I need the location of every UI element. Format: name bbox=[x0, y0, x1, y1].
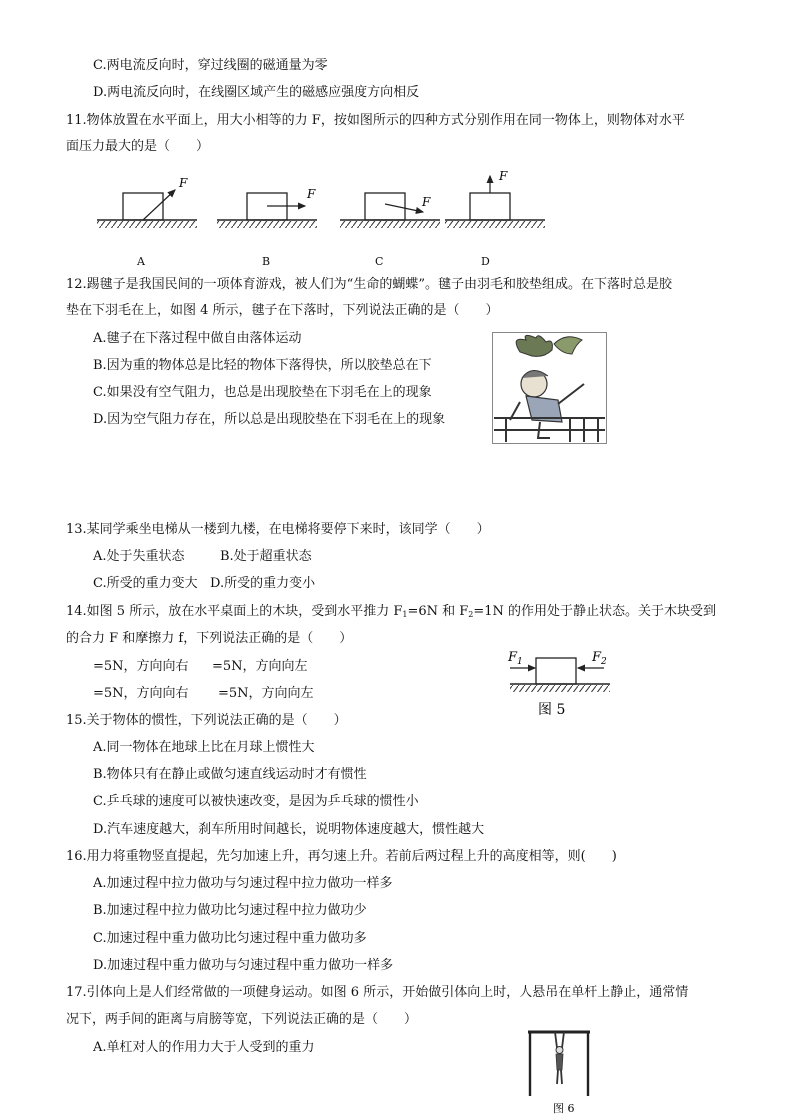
q14-sub2: 2 bbox=[468, 610, 474, 619]
fig6-caption: 图 6 bbox=[553, 1102, 575, 1115]
q17-stem-line1: 17.引体向上是人们经常做的一项健身运动。如图 6 所示，开始做引体向上时，人悬吊在单杆上静止，通常情 bbox=[66, 985, 689, 1000]
q12-option-d: D.因为空气阻力存在，所以总是出现胶垫在下羽毛在上的现象 bbox=[93, 412, 446, 427]
q12-stem-line1: 12.踢毽子是我国民间的一项体育游戏，被人们为“生命的蝴蝶”。毽子由羽毛和胶垫组成。在下落时总是胶 bbox=[66, 277, 672, 292]
q17-stem-line2: 况下，两手间的距离与肩膀等宽，下列说法正确的是（ ） bbox=[66, 1012, 418, 1027]
q11-stem-line1: 11.物体放置在水平面上，用大小相等的力 F，按如图所示的四种方式分别作用在同一物体上，则物体对水平 bbox=[66, 113, 685, 128]
q17-option-a: A.单杠对人的作用力大于人受到的重力 bbox=[93, 1040, 315, 1055]
q11-figure bbox=[95, 170, 545, 236]
q13-option-d: D.所受的重力变小 bbox=[210, 576, 316, 591]
q11-diagram-a bbox=[97, 176, 197, 228]
q16-stem: 16.用力将重物竖直提起，先匀加速上升，再匀速上升。若前后两过程上升的高度相等，则( ) bbox=[66, 849, 617, 864]
q12-option-c: C.如果没有空气阻力，也总是出现胶垫在下羽毛在上的现象 bbox=[93, 385, 432, 400]
q15-option-c: C.乒乓球的速度可以被快速改变，是因为乒乓球的惯性小 bbox=[93, 794, 419, 809]
q14-option-row1-a: =5N，方向向右 bbox=[93, 659, 189, 674]
q10-option-c: C.两电流反向时，穿过线圈的磁通量为零 bbox=[93, 58, 328, 73]
q14-option-row1-b: =5N，方向向左 bbox=[212, 659, 308, 674]
q11-force-label-a: F bbox=[179, 176, 188, 190]
q14-stem-part1: 14.如图 5 所示，放在水平桌面上的木块，受到水平推力 F bbox=[66, 604, 403, 619]
q11-force-label-c: F bbox=[422, 195, 431, 209]
q12-option-b: B.因为重的物体总是比轻的物体下落得快，所以胶垫总在下 bbox=[93, 358, 432, 373]
q16-option-c: C.加速过程中重力做功比匀速过程中重力做功多 bbox=[93, 931, 367, 946]
q11-label-c: C bbox=[375, 255, 384, 268]
fig5-caption: 图 5 bbox=[538, 702, 566, 718]
q15-option-a: A.同一物体在地球上比在月球上惯性大 bbox=[93, 740, 315, 755]
q12-option-a: A.毽子在下落过程中做自由落体运动 bbox=[93, 331, 302, 346]
q14-stem-part3: =1N 的作用处于静止状态。关于木块受到 bbox=[473, 604, 717, 619]
q14-stem-line1 bbox=[66, 603, 716, 624]
q11-diagram-b bbox=[217, 187, 317, 228]
q15-stem: 15.关于物体的惯性，下列说法正确的是（ ） bbox=[66, 713, 347, 728]
q13-option-a: A.处于失重状态 bbox=[93, 549, 185, 564]
q14-stem-part2: =6N 和 F bbox=[407, 604, 469, 619]
shuttlecock-illustration bbox=[492, 332, 607, 444]
q16-option-b: B.加速过程中拉力做功比匀速过程中拉力做功少 bbox=[93, 903, 367, 918]
q11-label-b: B bbox=[262, 255, 271, 268]
q13-option-c: C.所受的重力变大 bbox=[93, 576, 198, 591]
figure-6 bbox=[520, 1026, 600, 1116]
fig5-f1-label: $F_1$ bbox=[508, 650, 523, 667]
q15-option-d: D.汽车速度越大，刹车所用时间越长，说明物体速度越大，惯性越大 bbox=[93, 822, 485, 837]
q11-label-a: A bbox=[137, 255, 145, 268]
q11-diagram-c bbox=[340, 193, 440, 228]
q16-option-a: A.加速过程中拉力做功与匀速过程中拉力做功一样多 bbox=[93, 876, 393, 891]
q13-option-b: B.处于超重状态 bbox=[220, 549, 312, 564]
q14-option-row2-b: =5N，方向向左 bbox=[218, 686, 314, 701]
q11-stem-line2: 面压力最大的是（ ） bbox=[66, 139, 210, 154]
q14-sub1: 1 bbox=[402, 610, 408, 619]
figure-5 bbox=[500, 646, 630, 722]
fig5-f2-label: $F_2$ bbox=[592, 650, 607, 667]
q11-force-label-b: F bbox=[307, 187, 316, 201]
q16-option-d: D.加速过程中重力做功与匀速过程中重力做功一样多 bbox=[93, 958, 394, 973]
q15-option-b: B.物体只有在静止或做匀速直线运动时才有惯性 bbox=[93, 767, 367, 782]
q11-force-label-d: F bbox=[499, 169, 508, 183]
q13-stem: 13.某同学乘坐电梯从一楼到九楼，在电梯将要停下来时，该同学（ ） bbox=[66, 522, 490, 537]
q10-option-d: D.两电流反向时，在线圈区域产生的磁感应强度方向相反 bbox=[93, 85, 420, 100]
q14-stem-line2: 的合力 F 和摩擦力 f，下列说法正确的是（ ） bbox=[66, 631, 353, 646]
q14-option-row2-a: =5N，方向向右 bbox=[93, 686, 189, 701]
q12-stem-line2: 垫在下羽毛在上，如图 4 所示，毽子在下落时，下列说法正确的是（ ） bbox=[66, 303, 499, 318]
q11-diagram-d bbox=[445, 169, 545, 228]
q11-label-d: D bbox=[481, 255, 490, 268]
